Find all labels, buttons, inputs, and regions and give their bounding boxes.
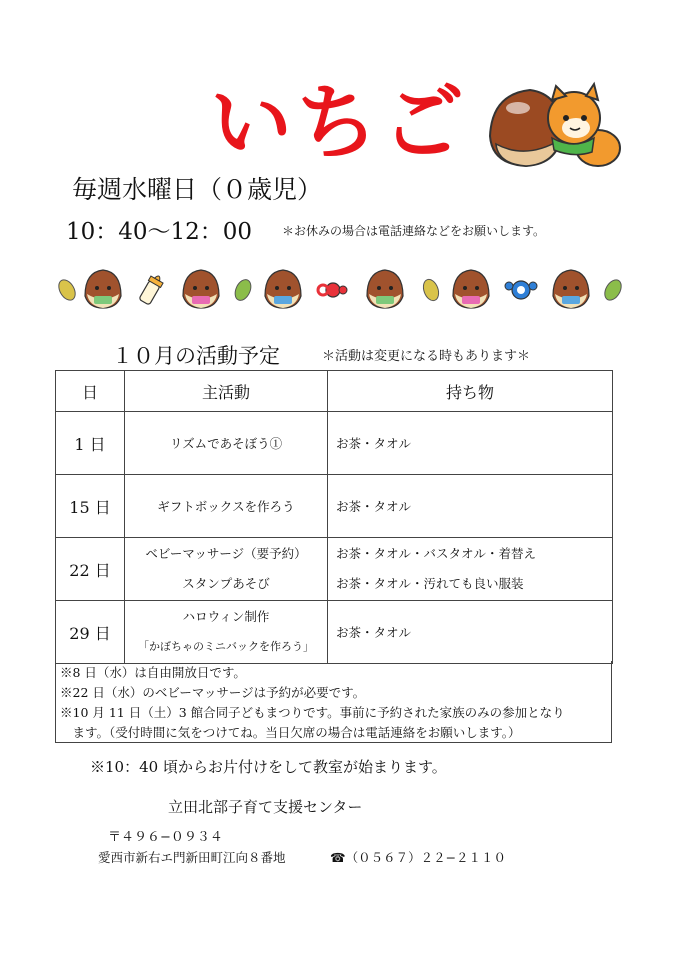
chestnut-face-icon [453,270,489,308]
address: 愛西市新右エ門新田町江向８番地 [98,850,286,865]
page-title: いちご [209,76,468,171]
row-day: 22 日 [56,538,125,601]
pacifier-icon [505,281,537,299]
chestnut-face-icon [265,270,301,308]
phone-number: ☎（０５６７）２２−２１１０ [330,850,507,865]
row-activity-line: 「かぼちゃのミニバックを作ろう」 [138,640,314,653]
leaf-icon [601,277,624,303]
row-day: 29 日 [56,601,125,664]
schedule-subtitle: 毎週水曜日（０歳児） [72,175,323,204]
baby-bottle-icon [138,273,165,306]
chestnut-face-icon [553,270,589,308]
leaf-icon [55,277,78,303]
note-line: ※22 日（水）のベビーマッサージは予約が必要です。 [60,685,366,700]
row-activity-line: ハロウィン制作 [182,609,270,624]
chestnut-squirrel-icon [482,78,622,178]
table-header-row [56,371,613,412]
row-bring-line: お茶・タオル・汚れても良い服装 [336,576,524,591]
notes-box [55,661,612,743]
header-day: 日 [56,371,125,412]
postal-code: 〒４９６−０９３４ [108,830,223,845]
chestnut-face-icon [183,270,219,308]
row-activity-line: ベビーマッサージ（要予約） [145,546,307,561]
note-line: ※10 月 11 日（土）3 館合同子どもまつりです。事前に予約された家族のみの参加となり [60,705,565,720]
pacifier-icon [318,283,347,297]
table-row [56,538,613,601]
table-row [56,412,613,475]
table-row [56,601,613,664]
row-bring: お茶・タオル [328,412,613,475]
session-time: 10：40〜12：00 [66,219,253,245]
leaf-icon [232,277,254,303]
table-row [56,475,613,538]
note-line: ※8 日（水）は自由開放日です。 [60,665,246,680]
chestnut-face-icon [367,270,403,308]
note-line: ます。（受付時間に気をつけてね。当日欠席の場合は電話連絡をお願いします。） [60,725,521,740]
row-activity [125,601,328,664]
row-bring: お茶・タオル [328,475,613,538]
row-activity [125,538,328,601]
header-activity: 主活動 [125,371,328,412]
header-bring: 持ち物 [328,371,613,412]
chestnut-face-icon [85,270,121,308]
row-bring-line: お茶・タオル・バスタオル・着替え [336,546,537,561]
absence-note: ＊お休みの場合は電話連絡などをお願いします。 [282,224,546,238]
leaf-icon [421,277,442,302]
row-bring [328,538,613,601]
row-activity: リズムであそぼう① [125,412,328,475]
row-day: 15 日 [56,475,125,538]
cleanup-note: ※10：40 頃からお片付けをして教室が始まります。 [90,758,447,776]
row-activity: ギフトボックスを作ろう [125,475,328,538]
row-activity-line: スタンプあそび [182,576,270,591]
row-bring: お茶・タオル [328,601,613,664]
schedule-table [55,370,613,664]
schedule-change-note: ＊活動は変更になる時もあります＊ [322,349,531,364]
decoration-row [55,268,630,312]
row-day: 1 日 [56,412,125,475]
center-name: 立田北部子育て支援センター [168,798,363,816]
schedule-title: １０月の活動予定 [112,344,280,368]
